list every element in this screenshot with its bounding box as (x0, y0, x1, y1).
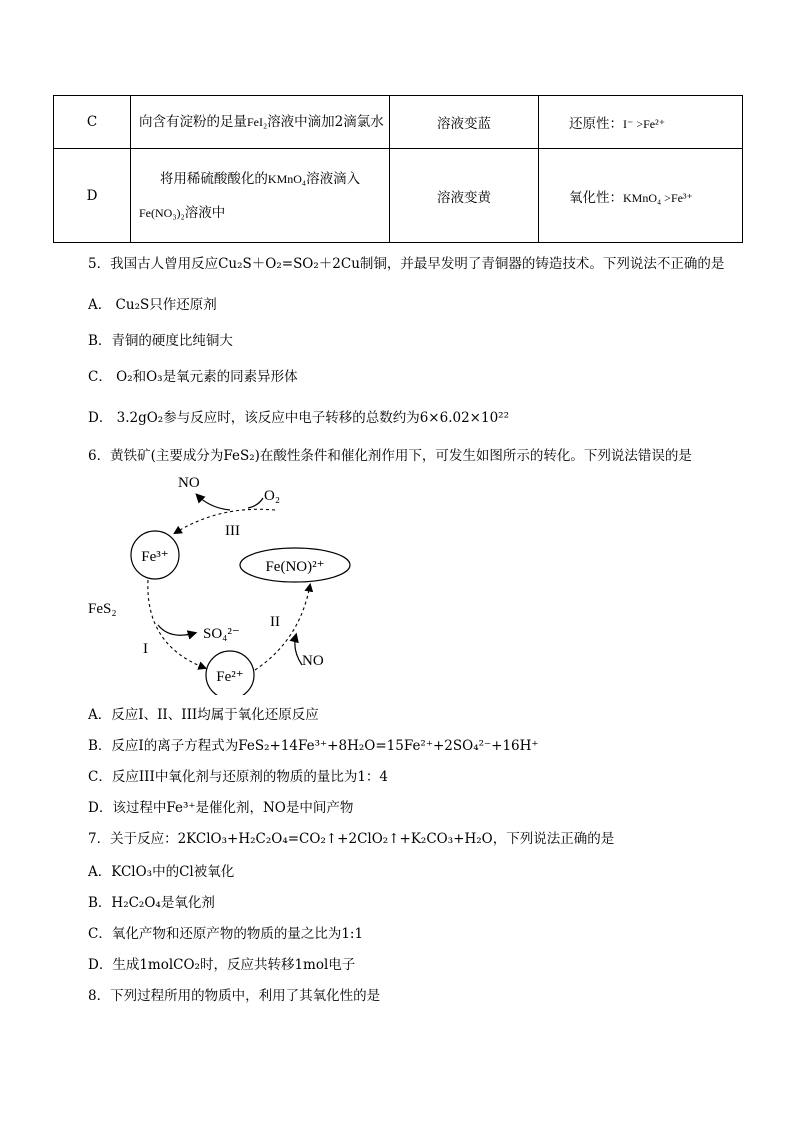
experiment-table (53, 95, 743, 243)
chem-formula: KMnO₄ >Fe³⁺ (623, 190, 693, 205)
operation-text: 向含有淀粉的足量 (139, 114, 247, 130)
no-top-label: NO (178, 475, 200, 491)
label-i: I (143, 641, 148, 657)
q7-option-d: D．生成1molCO₂时，反应共转移1mol电子 (88, 957, 356, 973)
q6-option-c: C．反应III中氧化剂与还原剂的物质的量比为1：4 (88, 769, 389, 785)
question-5-stem: 5．我国古人曾用反应Cu₂S＋O₂=SO₂＋2Cu制铜，并最早发明了青铜器的铸造技术。下列说法不正确的是 (88, 256, 725, 272)
feno-label: Fe(NO)²⁺ (265, 559, 325, 575)
fes2-label: FeS₂ (88, 601, 117, 617)
question-6-stem: 6．黄铁矿(主要成分为FeS₂)在酸性条件和催化剂作用下，可发生如图所示的转化。下列说法错误的是 (88, 448, 692, 464)
arrow-so4-out (158, 625, 195, 635)
operation-cell (131, 149, 390, 243)
table-row (54, 149, 743, 243)
chem-formula: I⁻ >Fe²⁺ (623, 117, 666, 131)
q6-option-d: D．该过程中Fe³⁺是催化剂，NO是中间产物 (88, 800, 354, 816)
question-8-stem: 8．下列过程所用的物质中，利用了其氧化性的是 (88, 988, 381, 1004)
feno-node (240, 548, 350, 582)
operation-cell (131, 96, 390, 149)
table-row (54, 96, 743, 149)
chem-formula: FeI₂ (247, 115, 268, 129)
operation-text: 溶液滴入 (306, 170, 361, 187)
q7-option-b: B．H₂C₂O₄是氧化剂 (88, 895, 215, 911)
row-label: C (54, 96, 131, 149)
chem-formula: KMnO₄ (267, 171, 307, 186)
fe2-label: Fe²⁺ (216, 669, 244, 685)
q5-option-a: A． Cu₂S只作还原剂 (88, 297, 217, 313)
q7-option-a: A．KClO₃中的Cl被氧化 (88, 864, 235, 880)
o2-label: O₂ (264, 488, 281, 504)
arrow-no-out (197, 495, 230, 510)
fe3-label: Fe³⁺ (141, 549, 169, 565)
q7-option-c: C．氧化产物和还原产物的物质的量之比为1:1 (88, 926, 364, 942)
q5-option-d: D． 3.2gO₂参与反应时，该反应中电子转移的总数约为6×6.02×10²² (88, 410, 509, 426)
q6-option-b: B．反应I的离子方程式为FeS₂+14Fe³⁺+8H₂O=15Fe²⁺+2SO₄²⁻+16H⁺ (88, 738, 539, 754)
chem-formula: Fe(NO₃)₂ (139, 205, 185, 220)
arrow-i (148, 580, 205, 668)
operation-text: 溶液中滴加2滴氯水 (267, 114, 384, 130)
conversion-cycle-diagram (80, 470, 410, 695)
arrow-o2-in (248, 498, 263, 508)
arrow-no-in (295, 635, 302, 665)
phenomenon-cell: 溶液变黄 (390, 149, 539, 243)
conclusion-cell (539, 96, 743, 149)
phenomenon-cell: 溶液变蓝 (390, 96, 539, 149)
q6-option-a: A．反应I、II、III均属于氧化还原反应 (88, 707, 319, 723)
label-ii: II (270, 614, 280, 630)
q5-option-b: B．青铜的硬度比纯铜大 (88, 333, 233, 349)
fe2-node (206, 651, 254, 695)
q5-option-c: C． O₂和O₃是氧元素的同素异形体 (88, 369, 298, 385)
fe3-node (131, 531, 179, 579)
conclusion-cell (539, 149, 743, 243)
no-bottom-label: NO (302, 653, 324, 669)
so4-label: SO₄²⁻ (203, 626, 240, 642)
operation-text: 将用稀硫酸酸化的 (159, 170, 268, 187)
question-7-stem: 7．关于反应：2KClO₃+H₂C₂O₄=CO₂↑+2ClO₂↑+K₂CO₃+H₂O，下列说法正确的是 (88, 831, 615, 847)
conclusion-text: 还原性： (569, 116, 623, 132)
row-label: D (54, 149, 131, 243)
label-iii: III (225, 523, 240, 539)
conclusion-text: 氧化性： (569, 189, 623, 206)
operation-text: 溶液中 (184, 204, 226, 221)
